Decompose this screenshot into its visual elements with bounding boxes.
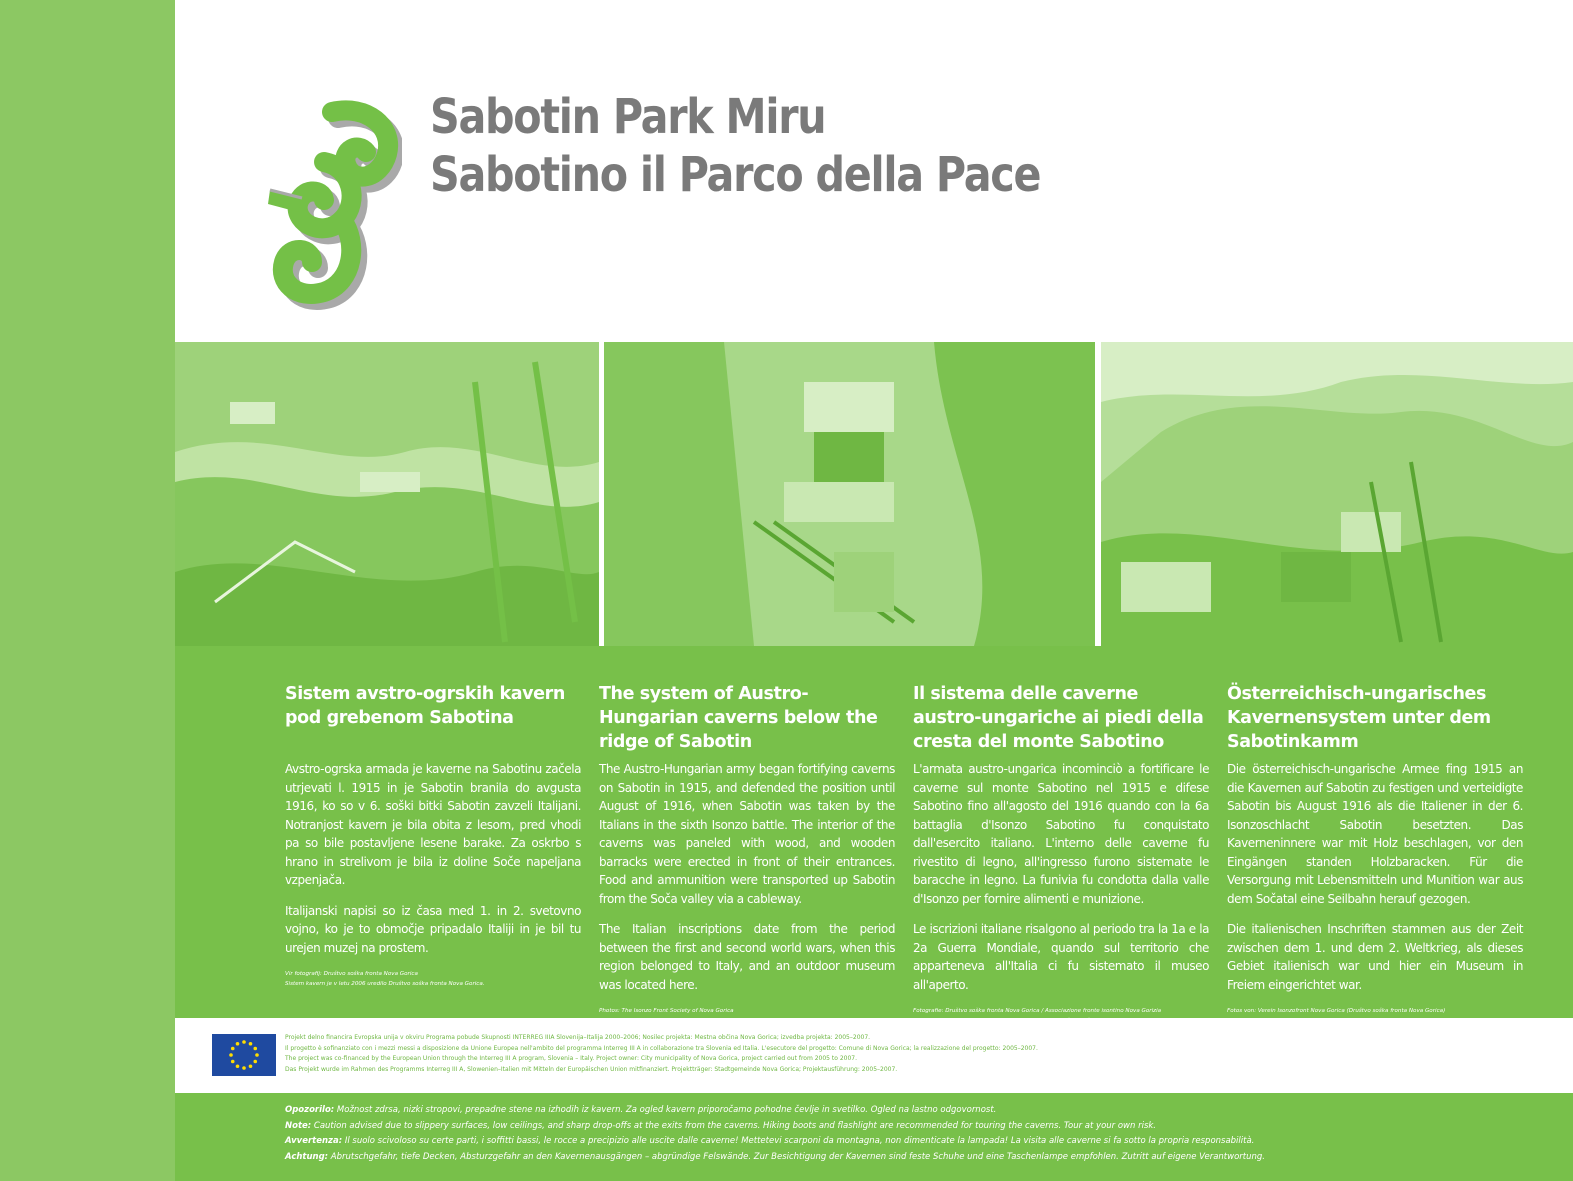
warning-text: Abrutschgefahr, tiefe Decken, Absturzgefahr an den Kavernenausgängen – abgründige Felswände. Zur Besichtigung der Kavernen sind feste Schuhe und eine Taschenlampe empfohlen. Zutritt auf eigene Verantwortung. bbox=[328, 1151, 1265, 1162]
photo-strip bbox=[175, 342, 1573, 646]
eu-star bbox=[249, 1042, 253, 1046]
eu-star bbox=[253, 1060, 257, 1064]
column-paragraph: Italijanski napisi so iz časa med 1. in 2. svetovno vojno, ko je to območje pripadalo Italiji in je bil tu urejen muzej na prostem. bbox=[285, 903, 581, 955]
warning-line bbox=[285, 1150, 1265, 1166]
column-paragraph: The Austro-Hungarian army began fortifying caverns on Sabotin in 1915, and defended the position until August of 1916, when Sabotin was taken by the Italians in the sixth Isonzo battle. The interior of the caverns was paneled with wood, and wooden barracks were erected in front of their entrances. Food and ammunition were transported up Sabotin from the Soča valley via a cableway. bbox=[599, 762, 895, 906]
eu-star bbox=[231, 1047, 235, 1051]
column-paragraph: L'armata austro-ungarica incominciò a fortificare le caverne sul monte Sabotino nel 1915 e difese Sabotino fino all'agosto del 1916 quando con la 6a battaglia d'Isonzo Sabotino fu conquistato dall'esercito italiano. L'interno delle caverne fu rivestito di legno, all'ingresso furono sistemate le baracche in legno. La funivia fu condotta dalla valle d'Isonzo per fornire alimenti e munizione. bbox=[913, 762, 1209, 906]
funding-line: The project was co-financed by the European Union through the Interreg III A program, Slovenia – Italy. Project owner: City municipality of Nova Gorica, project carried out from 2005 to 2007. bbox=[285, 1055, 858, 1062]
column-german bbox=[1227, 682, 1523, 1026]
photo-ridge-view bbox=[1101, 342, 1573, 646]
eu-flag-icon bbox=[212, 1034, 276, 1076]
column-paragraph: Avstro-ogrska armada je kaverne na Sabotinu začela utrjevati l. 1915 in je Sabotin branila do avgusta 1916, ko so v 6. soški bitki Sabotin zavzeli Italijani. Notranjost kavern je bila obita z lesom, pred vhodi pa so bile postavljene lesene barake. Za oskrbo s hrano in strelivom je bila iz doline Soče napeljana vzpenjača. bbox=[285, 762, 581, 887]
photo-credit: Fotos von: Verein Isonzofront Nova Gorica (Društvo soška fronta Nova Gorica) bbox=[1227, 1008, 1446, 1014]
column-heading: Sistem avstro-ogrskih kavern pod grebenom Sabotina bbox=[285, 684, 565, 728]
warning-line bbox=[285, 1103, 1265, 1119]
column-heading: Österreichisch-ungarisches Kavernensystem unter dem Sabotinkamm bbox=[1227, 684, 1491, 752]
column-heading: Il sistema delle caverne austro-ungariche ai piedi della cresta del monte Sabotino bbox=[913, 684, 1204, 752]
warning-label: Note: bbox=[285, 1120, 312, 1131]
warning-text: Il suolo scivoloso su certe parti, i soffitti bassi, le rocce a precipizio alle uscite dalle caverne! Mettetevi scarponi da montagna, non dimenticate la lampada! La visita alle caverne si fa sotto la propria responsabilità. bbox=[342, 1136, 1255, 1146]
funding-line: Projekt delno financira Evropska unija v okviru Programa pobude Skupnosti INTERREG IIIA Slovenija–Italija 2000–2006; Nosilec projekta: Mestna občina Nova Gorica; izvedba projekta: 2005–2007. bbox=[285, 1034, 871, 1041]
page-title: Sabotin Park Miru bbox=[430, 89, 826, 145]
photo-credit: Photos: The Isonzo Front Society of Nova Gorica bbox=[599, 1008, 734, 1014]
eu-star bbox=[253, 1047, 257, 1051]
photo-cavern-path bbox=[175, 342, 599, 646]
warning-text: Možnost zdrsa, nizki stropovi, prepadne stene na izhodih iz kavern. Za ogled kavern priporočamo pohodne čevlje in svetilko. Ogled na lastno odgovornost. bbox=[334, 1105, 997, 1115]
column-paragraph: Die österreichisch-ungarische Armee fing 1915 an die Kavernen auf Sabotin zu festigen und verteidigte Sabotin bis August 1916 als die Italiener in der 6. Isonzoschlacht Sabotin besetzten. Das Kaverneninnere war mit Holz beschlagen, vor den Eingängen standen Holzbaracken. Für die Versorgung mit Lebensmitteln und Munition war aus dem Sočatal eine Seilbahn herauf gezogen. bbox=[1227, 762, 1523, 906]
warning-label: Achtung: bbox=[285, 1151, 329, 1162]
eu-star bbox=[249, 1064, 253, 1068]
eu-star bbox=[242, 1040, 246, 1044]
warning-label: Avvertenza: bbox=[285, 1136, 343, 1146]
column-paragraph: Die italienischen Inschriften stammen aus der Zeit zwischen dem 1. und dem 2. Weltkrieg, als dieses Gebiet italienisch war und hier ein Museum in Freiem eingerichtet war. bbox=[1227, 922, 1523, 992]
eu-star bbox=[229, 1053, 233, 1057]
title-block bbox=[430, 88, 1139, 204]
spiral-logo-icon bbox=[262, 92, 402, 320]
column-paragraph: Le iscrizioni italiane risalgono al periodo tra la 1a e la 2a Guerra Mondiale, quando sul territorio che apparteneva all'Italia ci fu sistemato il museo all'aperto. bbox=[913, 922, 1209, 992]
warning-label: Opozorilo: bbox=[285, 1105, 335, 1115]
photo-credit: Fotografie: Društvo soška fronta Nova Gorica / Associazione fronte isontino Nova Gorizia bbox=[913, 1008, 1162, 1014]
eu-star bbox=[255, 1053, 259, 1057]
credit-note: Sistem kavern je v letu 2006 uredilo Društvo soška fronta Nova Gorica. bbox=[285, 981, 485, 987]
eu-star bbox=[236, 1064, 240, 1068]
photo-wooden-barracks bbox=[604, 342, 1095, 646]
warning-line bbox=[285, 1119, 1265, 1135]
warning-line bbox=[285, 1134, 1265, 1150]
eu-star bbox=[231, 1060, 235, 1064]
left-green-band bbox=[0, 0, 175, 1181]
photo-credit: Vir fotografij: Društvo soška fronta Nova Gorica bbox=[285, 971, 418, 977]
text-panel bbox=[175, 646, 1573, 1018]
eu-star bbox=[242, 1066, 246, 1070]
column-english bbox=[599, 682, 895, 1026]
column-heading: The system of Austro-Hungarian caverns below the ridge of Sabotin bbox=[599, 684, 878, 752]
eu-star bbox=[236, 1042, 240, 1046]
funding-strip bbox=[175, 1018, 1573, 1093]
funding-text bbox=[285, 1033, 1525, 1075]
column-slovenian bbox=[285, 682, 581, 989]
page-subtitle: Sabotino il Parco della Pace bbox=[430, 147, 1041, 203]
column-italian bbox=[913, 682, 1209, 1026]
column-paragraph: The Italian inscriptions date from the period between the first and second world wars, when this region belonged to Italy, and an outdoor museum was located here. bbox=[599, 922, 895, 992]
warnings-panel bbox=[175, 1093, 1573, 1181]
warning-text: Caution advised due to slippery surfaces, low ceilings, and sharp drop-offs at the exits from the caverns. Hiking boots and flashlight are recommended for touring the caverns. Tour at your own risk. bbox=[311, 1120, 1157, 1131]
funding-line: Das Projekt wurde im Rahmen des Programms Interreg III A, Slowenien–Italien mit Mitteln der Europäischen Union mitfinanziert. Projektträger: Stadtgemeinde Nova Gorica; Projektausführung: 2005–2007. bbox=[285, 1065, 898, 1073]
funding-line: Il progetto è sofinanziato con i mezzi messi a disposizione da Unione Europea nell'ambito del programma Interreg III A in collaborazione tra Slovenia ed Italia. L'esecutore del progetto: Comune di Nova Gorica; la realizzazione del progetto: 2005–2007. bbox=[285, 1044, 1038, 1052]
